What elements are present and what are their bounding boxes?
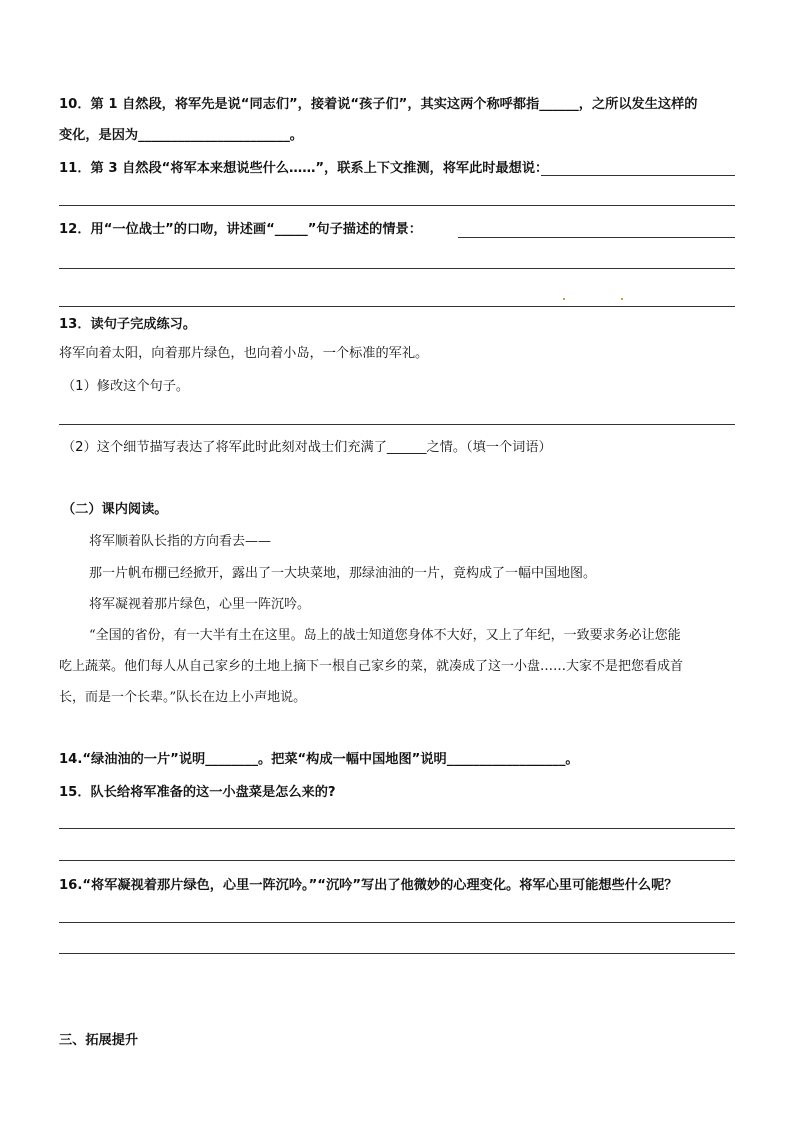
section-2-heading: （二）课内阅读。 [62, 502, 168, 517]
question-15-answer-line-2[interactable] [59, 860, 735, 861]
passage-paragraph-4-line-1: “全国的省份，有一大半有土在这里。岛上的战士知道您身体不大好，又上了年纪，一致要求务必让您能 [89, 628, 681, 643]
question-14-text-c: 。 [565, 752, 579, 767]
question-10-line2 [59, 128, 303, 144]
question-10-text-c: 变化，是因为 [59, 128, 139, 143]
passage-paragraph-2: 那一片帆布棚已经掀开，露出了一大块菜地，那绿油油的一片，竟构成了一幅中国地图。 [89, 566, 597, 581]
question-13-answer-line[interactable] [59, 424, 735, 425]
section-3-heading: 三、拓展提升 [59, 1033, 139, 1048]
question-12-answer-line-1[interactable] [458, 237, 735, 238]
question-14 [59, 752, 579, 768]
question-14-blank-b[interactable]: __________________ [446, 752, 566, 767]
question-15: 15．队长给将军准备的这一小盘菜是怎么来的? [59, 785, 336, 800]
question-12-answer-line-3[interactable] [59, 306, 735, 307]
question-12-answer-line-2[interactable] [59, 268, 735, 269]
question-13-sub-1: （1）修改这个句子。 [62, 379, 190, 394]
question-16: 16.“将军凝视着那片绿色，心里一阵沉吟。”“沉吟”写出了他微妙的心理变化。将军心里可能想些什么呢？ [59, 878, 678, 893]
question-14-blank-a[interactable]: ________ [205, 752, 258, 767]
question-16-answer-line-1[interactable] [59, 922, 735, 923]
question-11: 11．第 3 自然段“将军本来想说些什么……”，联系上下文推测，将军此时最想说： [59, 161, 549, 176]
question-16-answer-line-2[interactable] [59, 953, 735, 954]
passage-paragraph-3: 将军凝视着那片绿色，心里一阵沉吟。 [89, 597, 311, 612]
passage-paragraph-4-line-2: 吃上蔬菜。他们每人从自己家乡的土地上摘下一根自己家乡的菜，就凑成了这一小盘……大家不是把您看成首 [59, 659, 684, 674]
question-10-blank-a[interactable]: ______ [539, 97, 579, 112]
question-14-text-a: 14.“绿油油的一片”说明 [59, 752, 206, 767]
question-10-line1 [59, 97, 697, 113]
question-10-text-d: 。 [289, 128, 303, 143]
question-13-sentence: 将军向着太阳，向着那片绿色，也向着小岛，一个标准的军礼。 [59, 346, 429, 361]
question-12: 12．用“一位战士”的口吻，讲述画“_____”句子描述的情景： [59, 222, 422, 237]
question-10-text-a: 10．第 1 自然段，将军先是说“同志们”，接着说“孩子们”，其实这两个称呼都指 [59, 97, 540, 112]
question-13-title: 13．读句子完成练习。 [59, 317, 197, 332]
scan-dot [563, 298, 565, 300]
passage-paragraph-4-line-3: 长，而是一个长辈。”队长在边上小声地说。 [59, 690, 307, 705]
question-13-sub-2: （2）这个细节描写表达了将军此时此刻对战士们充满了______之情。（填一个词语） [62, 440, 552, 455]
question-14-text-b: 。把菜“构成一幅中国地图”说明 [257, 752, 447, 767]
question-10-text-b: ，之所以发生这样的 [578, 97, 698, 112]
question-15-answer-line-1[interactable] [59, 828, 735, 829]
question-11-answer-line-1[interactable] [541, 175, 735, 176]
question-10-blank-b[interactable]: _______________________ [138, 128, 290, 143]
passage-paragraph-1: 将军顺着队长指的方向看去—— [89, 534, 272, 549]
scan-dot [621, 298, 623, 300]
question-11-answer-line-2[interactable] [59, 205, 735, 206]
